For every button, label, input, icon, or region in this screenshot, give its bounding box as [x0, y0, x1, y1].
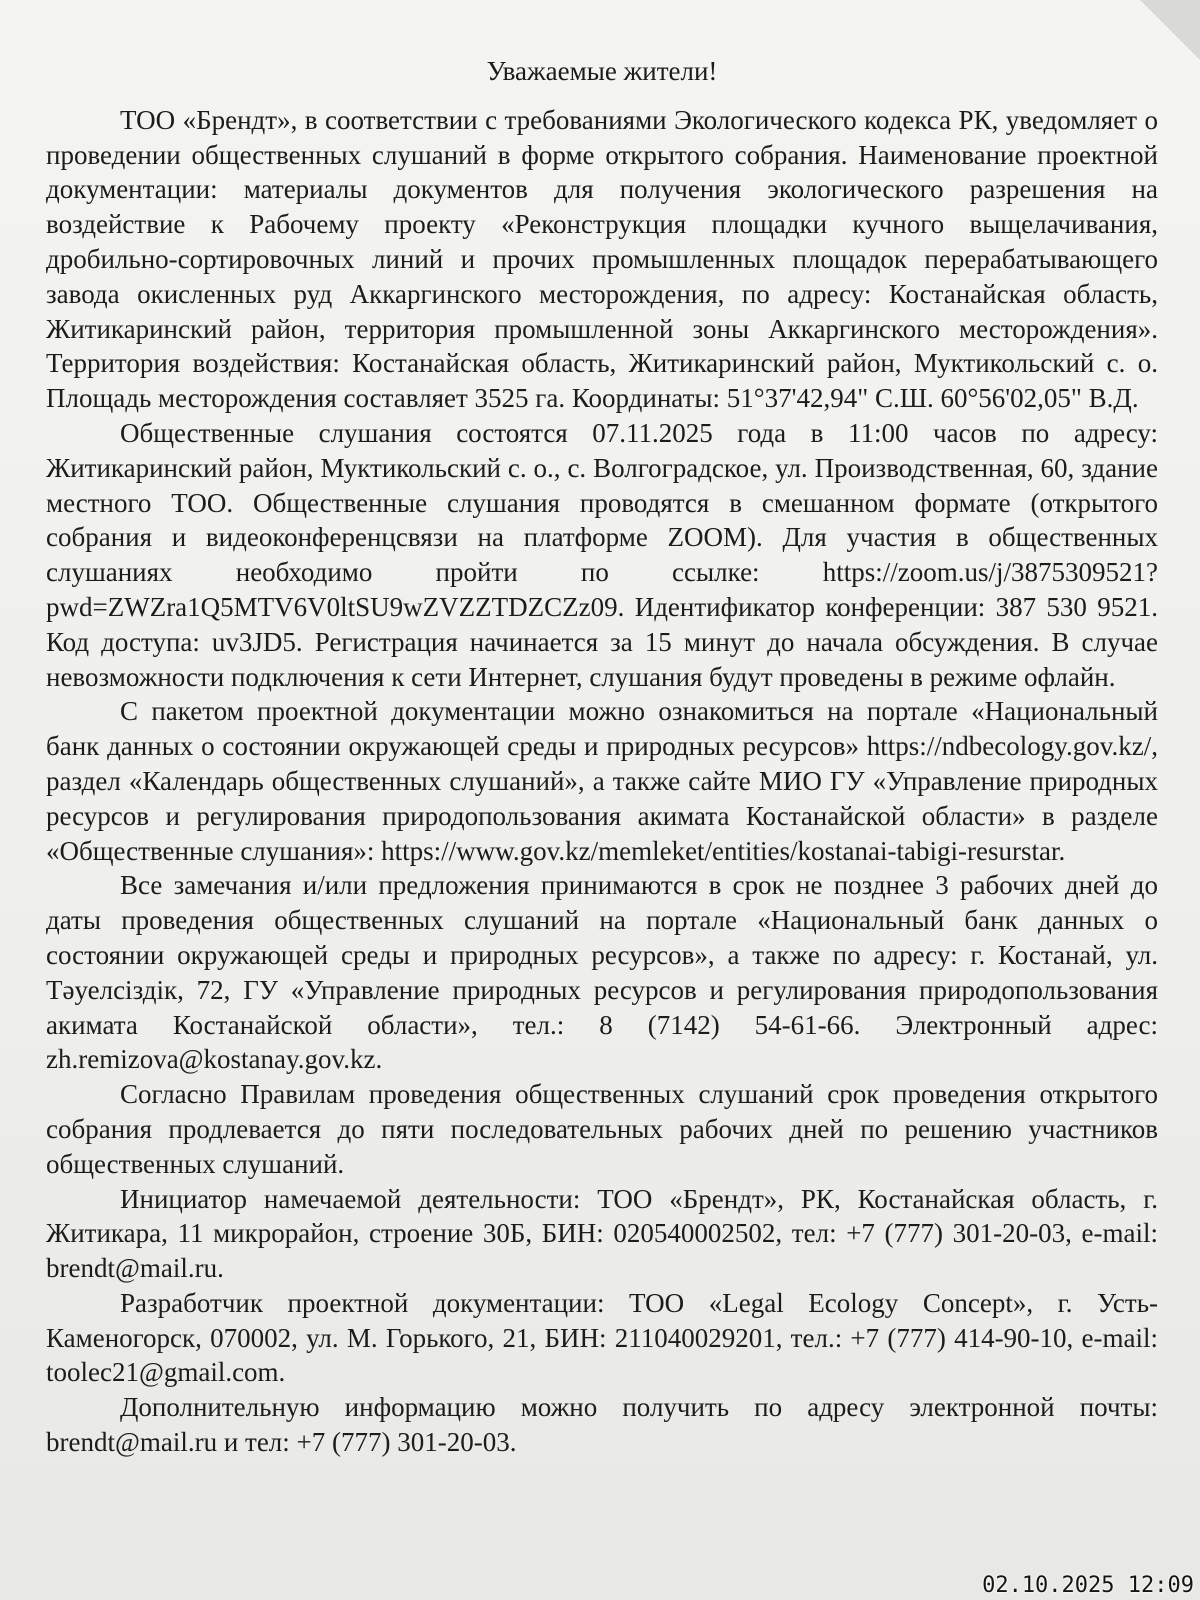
paragraph-comments: Все замечания и/или предложения принимаются в срок не позднее 3 рабочих дней до даты проведения общественных слушаний на портале «Национальный банк данных о состоянии окружающей среды и природных ресурсов», а также по адресу: г. Костанай, ул. Тәуелсіздік, 72, ГУ «Управление природных ресурсов и регулирования природопользования акимата Костанайской области», тел.: 8 (7142) 54-61-66. Электронный адрес: zh.remizova@kostanay.gov.kz.: [46, 870, 1158, 1075]
paragraph-documentation-access: С пакетом проектной документации можно ознакомиться на портале «Национальный банк данных о состоянии окружающей среды и природных ресурсов» https://ndbecology.gov.kz/, раздел «Календарь общественных слушаний», а также сайте МИО ГУ «Управление природных ресурсов и регулирования природопользования акимата Костанайской области» в разделе «Общественные слушания»: https://www.gov.kz/memleket/entities/kostanai-tabigi-resurstar.: [46, 696, 1158, 866]
paragraph-initiator: Инициатор намечаемой деятельности: ТОО «Брендт», РК, Костанайская область, г. Житикара, 11 микрорайон, строение 30Б, БИН: 020540002502, тел: +7 (777) 301-20-03, e-mail: brendt@mail.ru.: [46, 1183, 1158, 1284]
paragraph-extension-rules: Согласно Правилам проведения общественных слушаний срок проведения открытого собрания продлевается до пяти последовательных рабочих дней по решению участников общественных слушаний.: [46, 1079, 1158, 1179]
paragraph-developer: Разработчик проектной документации: ТОО «Legal Ecology Concept», г. Усть-Каменогорск, 070002, ул. М. Горького, 21, БИН: 211040029201, тел.: +7 (777) 414-90-10, e-mail: toolec21@gmail.com.: [46, 1287, 1158, 1388]
notice-title: Уважаемые жители!: [486, 56, 718, 86]
photo-timestamp: 02.10.2025 12:09: [982, 1573, 1194, 1598]
paragraph-additional-info: Дополнительную информацию можно получить по адресу электронной почты: brendt@mail.ru и тел: +7 (777) 301-20-03.: [46, 1392, 1158, 1458]
paragraph-hearing-details: Общественные слушания состоятся 07.11.2025 года в 11:00 часов по адресу: Житикаринский район, Муктикольский с. о., с. Волгоградское, ул. Производственная, 60, здание местного ТОО. Общественные слушания проводятся в смешанном формате (открытого собрания и видеоконференцсвязи на платформе ZOOM). Для участия в общественных слушаниях необходимо пройти по ссылке: https://zoom.us/j/3875309521?pwd=ZWZra1Q5MTV6V0ltSU9wZVZZTDZCZz09. Идентификатор конференции: 387 530 9521. Код доступа: uv3JD5. Регистрация начинается за 15 минут до начала обсуждения. В случае невозможности подключения к сети Интернет, слушания будут проведены в режиме офлайн.: [46, 417, 1158, 692]
notice-document: [46, 54, 1158, 1460]
paragraph-intro: ТОО «Брендт», в соответствии с требованиями Экологического кодекса РК, уведомляет о проведении общественных слушаний в форме открытого собрания. Наименование проектной документации: материалы документов для получения экологического разрешения на воздействие к Рабочему проекту «Реконструкция площадки кучного выщелачивания, дробильно-сортировочных линий и прочих промышленных площадок перерабатывающего завода окисленных руд Аккаргинского месторождения, по адресу: Костанайская область, Житикаринский район, территория промышленной зоны Аккаргинского месторождения». Территория воздействия: Костанайская область, Житикаринский район, Муктикольский с. о. Площадь месторождения составляет 3525 га. Координаты: 51°37'42,94" С.Ш. 60°56'02,05" В.Д.: [46, 104, 1158, 414]
paper-fold-corner: [1140, 0, 1200, 60]
